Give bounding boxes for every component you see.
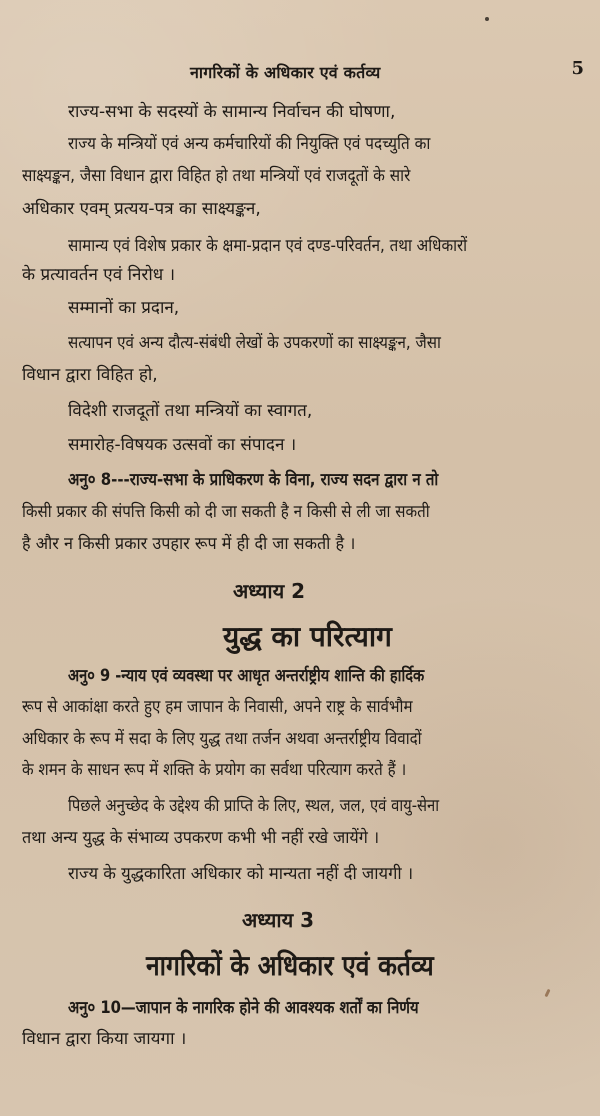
body-line: पिछले अनुच्छेद के उद्देश्य की प्राप्ति के लिए, स्थल, जल, एवं वायु-सेना [68, 796, 440, 816]
body-line: है और न किसी प्रकार उपहार रूप में ही दी जा सकती है । [22, 534, 356, 554]
body-line: विधान द्वारा किया जायगा । [22, 1029, 187, 1049]
body-line: के प्रत्यावर्तन एवं निरोध । [22, 265, 176, 285]
body-line: रूप से आकांक्षा करते हुए हम जापान के निवासी, अपने राष्ट्र के सार्वभौम [22, 697, 413, 717]
body-line: विदेशी राजदूतों तथा मन्त्रियों का स्वागत, [68, 401, 313, 421]
body-line: सम्मानों का प्रदान, [68, 298, 180, 318]
ink-dot [485, 17, 489, 21]
article-line: अनु० 10—जापान के नागरिक होने की आवश्यक शर्तों का निर्णय [68, 998, 419, 1018]
body-line: समारोह-विषयक उत्सवों का संपादन । [68, 435, 297, 455]
body-line: विधान द्वारा विहित हो, [22, 365, 158, 385]
page-number: 5 [571, 58, 584, 79]
body-line: राज्य-सभा के सदस्यों के सामान्य निर्वाचन की घोषणा, [68, 102, 396, 122]
body-line: अधिकार के रूप में सदा के लिए युद्ध तथा तर्जन अथवा अन्तर्राष्ट्रीय विवादों [22, 729, 422, 749]
body-line: अधिकार एवम् प्रत्यय-पत्र का साक्ष्यङ्कन, [22, 199, 261, 219]
chapter-heading: अध्याय 2 [233, 579, 306, 603]
chapter-title: नागरिकों के अधिकार एवं कर्तव्य [146, 949, 434, 982]
chapter-title: युद्ध का परित्याग [223, 620, 392, 653]
article-line: अनु० 9 -न्याय एवं व्यवस्था पर आधृत अन्तर्राष्ट्रीय शान्ति की हार्दिक [68, 666, 425, 686]
chapter-heading: अध्याय 3 [242, 908, 315, 932]
body-line: साक्ष्यङ्कन, जैसा विधान द्वारा विहित हो तथा मन्त्रियों एवं राजदूतों के सारे [22, 166, 411, 186]
body-line: के शमन के साधन रूप में शक्ति के प्रयोग का सर्वथा परित्याग करते हैं । [22, 760, 407, 780]
body-line: सत्यापन एवं अन्य दौत्य-संबंधी लेखों के उपकरणों का साक्ष्यङ्कन, जैसा [68, 333, 441, 353]
body-line: राज्य के मन्त्रियों एवं अन्य कर्मचारियों की नियुक्ति एवं पदच्युति का [68, 134, 431, 154]
article-line: अनु० 8---राज्य-सभा के प्राधिकरण के विना, राज्य सदन द्वारा न तो [68, 470, 439, 490]
paper-speck [544, 989, 550, 998]
body-line: सामान्य एवं विशेष प्रकार के क्षमा-प्रदान एवं दण्ड-परिवर्तन, तथा अधिकारों [68, 236, 468, 256]
running-title: नागरिकों के अधिकार एवं कर्तव्य [190, 63, 381, 82]
body-line: राज्य के युद्धकारिता अधिकार को मान्यता नहीं दी जायगी । [68, 864, 414, 884]
body-line: तथा अन्य युद्ध के संभाव्य उपकरण कभी भी नहीं रखे जायेंगे । [22, 828, 380, 848]
body-line: किसी प्रकार की संपत्ति किसी को दी जा सकती है न किसी से ली जा सकती [22, 502, 430, 522]
